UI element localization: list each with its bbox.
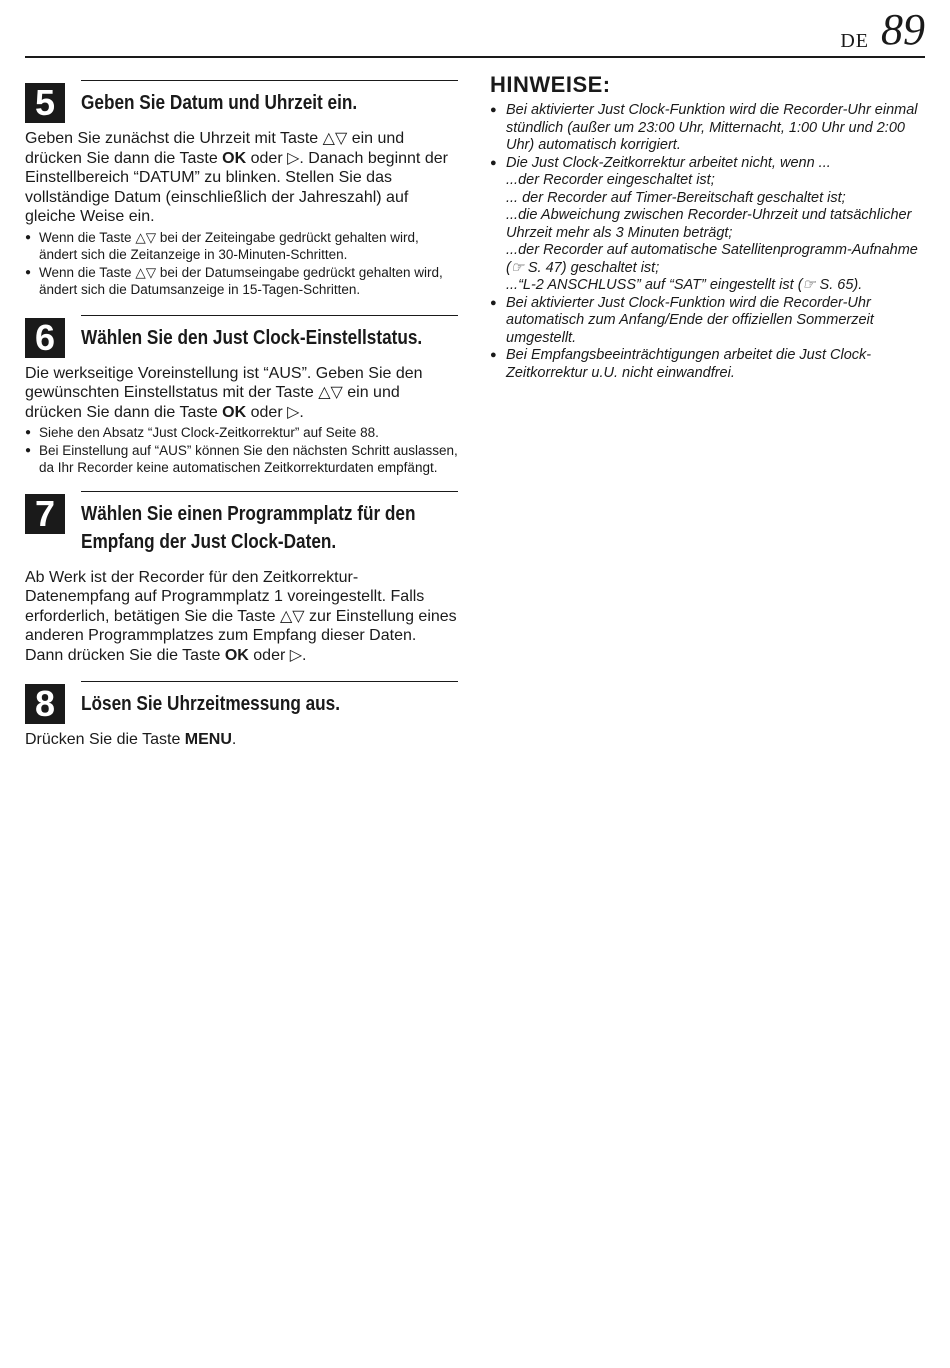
- body-text: oder ▷.: [246, 403, 304, 421]
- language-label: DE: [840, 30, 869, 52]
- note-text: ● Bei Empfangsbeeinträchtigungen arbeitet die Just Clock-Zeitkorrektur u.U. nicht einwandfrei.: [506, 347, 872, 381]
- note-text: ...“L-2 ANSCHLUSS” auf “SAT” eingestellt ist (☞ S. 65).: [506, 277, 863, 293]
- note-item: [490, 347, 925, 382]
- bullet-item: ● Bei Einstellung auf “AUS” können Sie den nächsten Schritt auslassen, da Ihr Recorder keine automatischen Zeitkorrekturdaten empfängt.: [25, 442, 458, 477]
- note-text: ...der Recorder eingeschaltet ist;: [506, 172, 715, 188]
- bullet-item: ● Wenn die Taste △▽ bei der Datumseingabe gedrückt gehalten wird, ändert sich die Datumsanzeige in 15-Tagen-Schritten.: [25, 264, 458, 299]
- notes-list: [490, 102, 925, 382]
- note-text: ● Bei aktivierter Just Clock-Funktion wird die Recorder-Uhr automatisch zum Anfang/Ende der offiziellen Sommerzeit umgestellt.: [506, 294, 874, 346]
- step-7: [25, 491, 458, 666]
- notes-column: [490, 72, 925, 382]
- step-number: 6: [25, 318, 65, 358]
- step-title: Wählen Sie den Just Clock-Einstellstatus.: [81, 326, 423, 349]
- bullet-list: [25, 229, 458, 299]
- note-text: ● Die Just Clock-Zeitkorrektur arbeitet nicht, wenn ...: [506, 154, 831, 171]
- note-text: ● Bei aktivierter Just Clock-Funktion wird die Recorder-Uhr einmal stündlich (außer um 23:00 Uhr, Mitternacht, 1:00 Uhr und 2:00 Uhr) automatisch korrigiert.: [506, 102, 918, 153]
- step-title-line: Empfang der Just Clock-Daten.: [81, 530, 337, 553]
- body-text: Ab Werk ist der Recorder für den Zeitkorrektur-Datenempfang auf Programmplatz 1 voreingestellt. Falls erforderlich, betätigen Sie die Taste △▽ zur Einstellung eines anderen Programmplatzes zum Empfang dieser Daten. Dann drücken Sie die Taste: [25, 568, 457, 664]
- ok-key-label: OK: [224, 646, 249, 664]
- page-number: 89: [881, 5, 925, 54]
- menu-key-label: MENU: [184, 731, 232, 748]
- steps-column: [25, 80, 458, 750]
- body-text: .: [231, 731, 237, 748]
- bullet-list: [25, 424, 458, 477]
- body-text: Die werkseitige Voreinstellung ist “AUS”. Geben Sie den gewünschten Einstellstatus mit der Taste △▽ ein und drücken Sie dann die Taste: [25, 364, 423, 421]
- step-number: 5: [25, 83, 65, 123]
- bullet-item: ● Wenn die Taste △▽ bei der Zeiteingabe gedrückt gehalten wird, ändert sich die Zeitanzeige in 30-Minuten-Schritten.: [25, 229, 458, 264]
- step-body: [25, 568, 458, 666]
- step-8: [25, 681, 458, 750]
- step-6: [25, 315, 458, 477]
- step-5: [25, 80, 458, 299]
- body-text: Drücken Sie die Taste: [25, 731, 185, 748]
- step-number: 7: [25, 494, 65, 534]
- body-text: oder ▷.: [248, 646, 307, 664]
- notes-heading: HINWEISE:: [490, 72, 611, 97]
- body-text: oder ▷. Danach beginnt der Einstellbereich “DATUM” zu blinken. Stellen Sie das vollständige Datum (einschließlich der Jahreszahl) auf gleiche Weise ein.: [25, 149, 448, 225]
- note-item: [490, 155, 925, 295]
- step-title: Lösen Sie Uhrzeitmessung aus.: [81, 693, 341, 715]
- ok-key-label: OK: [222, 403, 247, 421]
- step-body: [25, 129, 458, 299]
- step-body: [25, 364, 458, 477]
- page-header: [25, 0, 925, 58]
- note-text: ...der Recorder auf automatische Satellitenprogramm-Aufnahme (☞ S. 47) geschaltet ist;: [506, 242, 918, 276]
- ok-key-label: OK: [222, 149, 247, 167]
- note-item: [490, 295, 925, 348]
- step-title-line: Wählen Sie einen Programmplatz für den: [81, 502, 416, 525]
- step-number: 8: [25, 684, 65, 724]
- body-text: Geben Sie zunächst die Uhrzeit mit Taste △▽ ein und drücken Sie dann die Taste: [25, 130, 405, 167]
- step-title: [81, 492, 416, 556]
- step-title: Geben Sie Datum und Uhrzeit ein.: [81, 92, 358, 114]
- step-body: [25, 730, 458, 750]
- note-item: [490, 102, 925, 155]
- note-text: ... der Recorder auf Timer-Bereitschaft geschaltet ist;: [506, 189, 846, 206]
- note-text: ...die Abweichung zwischen Recorder-Uhrzeit und tatsächlicher Uhrzeit mehr als 3 Minuten beträgt;: [506, 207, 912, 241]
- bullet-item: ● Siehe den Absatz “Just Clock-Zeitkorrektur” auf Seite 88.: [25, 424, 458, 442]
